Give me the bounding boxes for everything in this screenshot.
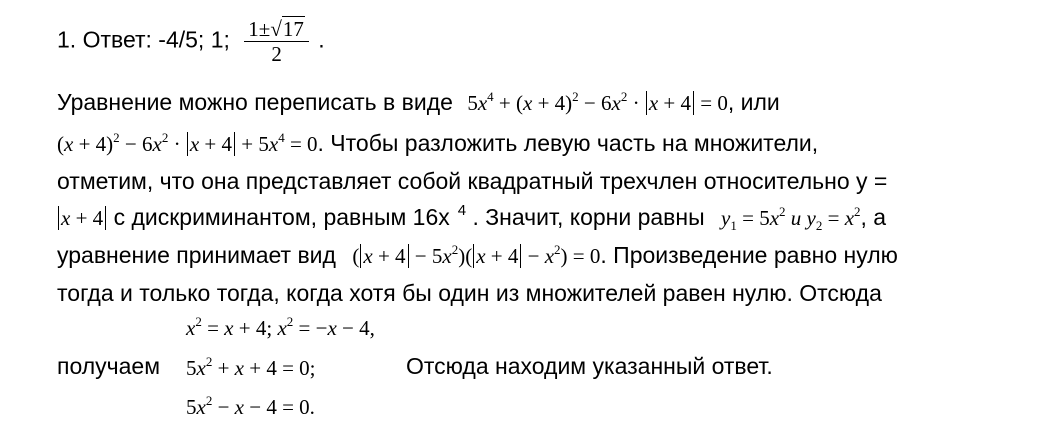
- text-roots: . Значит, корни равны: [472, 204, 705, 230]
- text-comma-a: , а: [860, 204, 887, 230]
- text-product: . Произведение равно нулю: [600, 242, 898, 268]
- answer-heading: 1. Ответ: -4/5; 1;: [57, 26, 230, 53]
- eq-case-2: $5x^2 + x + 4 = 0$;: [186, 354, 316, 380]
- solution-line-4: [57, 167, 887, 195]
- text-rewrite: Уравнение можно переписать в виде: [57, 89, 453, 115]
- answer-line: [57, 18, 325, 65]
- eq-rewritten: $5x^4 + (x + 4)^2 - 6x^2 \cdot x + 4 = 0$: [467, 89, 728, 115]
- disc-power: 4: [457, 202, 467, 219]
- text-note: отметим, что она представляет собой квадратный трехчлен относительно y =: [57, 168, 888, 194]
- eq-case-1: $x^2 = x + 4$; $x^2 = -x - 4$,: [186, 314, 375, 340]
- eq-case-3: $5x^2 - x - 4 = 0$.: [186, 393, 315, 419]
- eq-roots: $y_1 = 5x^2$ и $y_2 = x^2$: [721, 204, 861, 233]
- solution-line-2: [57, 88, 780, 117]
- fraction-numerator: 1±√17: [244, 18, 309, 42]
- answer-end: .: [318, 26, 325, 53]
- solution-line-6: [57, 241, 898, 270]
- text-form: уравнение принимает вид: [57, 242, 336, 268]
- text-conclusion: Отсюда находим указанный ответ.: [406, 353, 773, 379]
- fraction-denominator: 2: [271, 42, 282, 66]
- eq-factored: ( $x + 4 - 5x^2$)( $x + 4 - x^2) = 0$: [352, 242, 601, 268]
- text-iff: тогда и только тогда, когда хотя бы один из множителей равен нулю. Отсюда: [57, 280, 882, 306]
- text-get: получаем: [57, 353, 161, 379]
- solution-line-5: [57, 203, 886, 232]
- solution-line-3: [57, 129, 818, 158]
- text-or: , или: [727, 89, 780, 115]
- solution-line-7: [57, 279, 882, 307]
- text-factor: . Чтобы разложить левую часть на множители,: [317, 130, 819, 156]
- eq-reordered: $(x + 4)^2 - 6x^2 \cdot x + 4 + 5x^4 = 0$: [57, 130, 318, 156]
- text-discriminant: с дискриминантом, равным 16x: [113, 204, 450, 230]
- eq-abs: x + 4: [57, 206, 107, 230]
- answer-fraction: [244, 18, 309, 65]
